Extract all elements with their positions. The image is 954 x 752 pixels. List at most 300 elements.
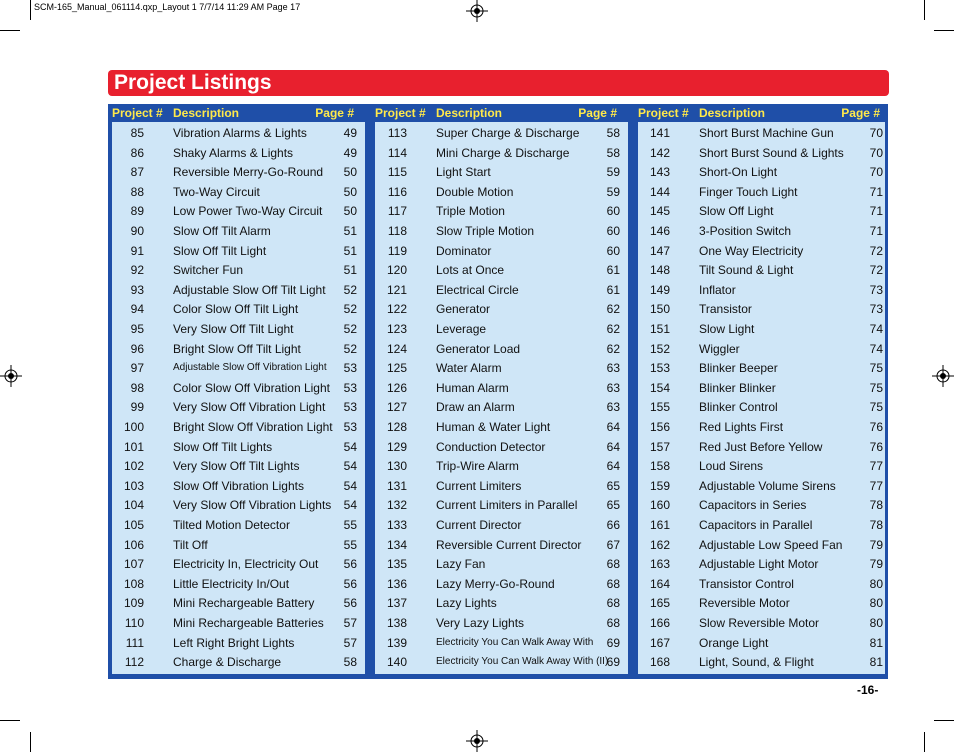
page-ref: 61	[606, 282, 620, 297]
project-description: Dominator	[436, 243, 492, 258]
table-row	[638, 575, 885, 595]
project-number: 163	[649, 557, 670, 572]
project-description: Slow Off Tilt Lights	[173, 439, 273, 454]
page-ref: 58	[606, 126, 620, 140]
page-ref: 56	[343, 576, 357, 591]
table-row	[112, 555, 365, 575]
page-ref: 52	[343, 322, 357, 336]
table-row	[638, 516, 885, 536]
page-ref: 50	[343, 165, 357, 180]
project-number: 113	[387, 126, 407, 140]
project-description: Capacitors in Parallel	[699, 518, 813, 532]
table-row	[638, 163, 885, 183]
project-description: Slow Triple Motion	[436, 224, 535, 238]
page-ref: 64	[606, 459, 620, 474]
project-number: 148	[649, 263, 670, 278]
page-ref: 74	[869, 322, 883, 336]
project-description: Light Start	[436, 165, 491, 180]
project-description: Wiggler	[699, 341, 740, 356]
project-description: Reversible Merry-Go-Round	[173, 165, 324, 180]
table-row	[112, 614, 365, 634]
crop-mark	[934, 30, 954, 31]
project-number: 149	[649, 282, 670, 297]
project-number: 88	[130, 184, 144, 199]
page-ref: 72	[869, 263, 883, 278]
page-number: -16-	[857, 683, 879, 697]
registration-mark-icon	[466, 0, 488, 22]
project-description: Switcher Fun	[173, 263, 244, 278]
project-number: 110	[124, 616, 144, 630]
project-number: 95	[130, 322, 144, 336]
project-description: Leverage	[436, 322, 487, 336]
table-row	[638, 438, 885, 458]
project-number: 160	[649, 498, 670, 513]
table-row	[375, 418, 628, 438]
project-number: 132	[386, 498, 407, 513]
project-number: 103	[123, 478, 144, 493]
table-row	[112, 575, 365, 595]
page-ref: 49	[343, 126, 357, 140]
table-row	[375, 438, 628, 458]
project-number: 91	[130, 243, 144, 258]
project-number: 116	[387, 184, 407, 199]
page-ref: 70	[869, 145, 883, 160]
table-row	[638, 555, 885, 575]
column-header	[108, 104, 368, 122]
project-number: 96	[130, 341, 144, 356]
header-description: Description	[436, 106, 503, 120]
project-description: Water Alarm	[436, 361, 502, 376]
project-number: 114	[387, 145, 407, 160]
table-row	[375, 202, 628, 222]
table-row	[112, 516, 365, 536]
page-ref: 62	[606, 322, 620, 336]
project-description: Draw an Alarm	[436, 400, 515, 415]
project-number: 106	[123, 537, 144, 552]
project-number: 130	[386, 459, 407, 474]
project-number: 168	[649, 655, 670, 670]
project-description: Transistor	[699, 302, 752, 317]
table-row	[638, 418, 885, 438]
page-ref: 65	[606, 498, 620, 513]
page-ref: 54	[343, 459, 357, 474]
project-description: One Way Electricity	[699, 243, 804, 258]
project-number: 150	[649, 302, 670, 317]
project-number: 155	[649, 400, 670, 415]
project-description: Blinker Control	[699, 400, 778, 415]
page-title: Project Listings	[114, 71, 272, 94]
page-ref: 51	[343, 263, 357, 278]
page-ref: 69	[606, 635, 620, 650]
page-ref: 75	[869, 361, 883, 376]
project-description: Loud Sirens	[699, 459, 764, 474]
project-description: Slow Off Light	[699, 204, 774, 219]
table-row	[638, 202, 885, 222]
table-row	[112, 653, 365, 673]
project-description: Electricity You Can Walk Away With	[436, 636, 594, 648]
table-row	[375, 555, 628, 575]
table-row	[112, 359, 365, 379]
page-ref: 70	[869, 126, 883, 140]
project-description: Very Slow Off Vibration Light	[173, 400, 326, 415]
header-page: Page #	[578, 106, 617, 120]
project-number: 120	[386, 263, 407, 278]
table-row	[112, 340, 365, 360]
column-header	[634, 104, 888, 122]
table-row	[638, 242, 885, 262]
project-description: Very Slow Off Tilt Lights	[173, 459, 300, 474]
project-number: 104	[123, 498, 144, 513]
page-ref: 56	[343, 596, 357, 611]
table-row	[112, 398, 365, 418]
project-number: 129	[386, 439, 407, 454]
table-row	[375, 634, 628, 654]
table-row	[375, 594, 628, 614]
project-number: 157	[649, 439, 670, 454]
table-row	[638, 614, 885, 634]
project-description: Inflator	[699, 282, 736, 297]
column-header	[371, 104, 631, 122]
project-description: Electricity In, Electricity Out	[173, 557, 319, 572]
table-column-2	[371, 104, 631, 679]
project-description: Adjustable Volume Sirens	[699, 478, 836, 493]
project-number: 98	[130, 380, 144, 395]
table-row	[638, 634, 885, 654]
project-number: 162	[649, 537, 670, 552]
page-ref: 77	[869, 478, 883, 493]
table-row	[112, 438, 365, 458]
page-ref: 53	[343, 420, 357, 434]
table-row	[375, 222, 628, 242]
project-description: Tilted Motion Detector	[173, 518, 290, 532]
table-row	[112, 242, 365, 262]
table-row	[375, 536, 628, 556]
project-description: Vibration Alarms & Lights	[173, 126, 307, 140]
crop-mark	[924, 732, 925, 752]
page-ref: 71	[869, 224, 883, 238]
table-row	[375, 614, 628, 634]
project-number: 145	[649, 204, 670, 219]
table-row	[638, 457, 885, 477]
page-ref: 57	[343, 635, 357, 650]
project-description: Slow Off Vibration Lights	[173, 478, 304, 493]
page-ref: 58	[606, 145, 620, 160]
page-ref: 60	[606, 204, 620, 219]
page-ref: 75	[869, 380, 883, 395]
table-row	[112, 144, 365, 164]
crop-mark	[0, 30, 20, 31]
page-ref: 63	[606, 380, 620, 395]
project-description: Generator	[436, 302, 491, 317]
table-row	[638, 496, 885, 516]
page-ref: 78	[869, 498, 883, 513]
project-description: Blinker Blinker	[699, 380, 776, 395]
project-description: Current Limiters	[436, 478, 522, 493]
table-row	[112, 261, 365, 281]
project-description: Red Just Before Yellow	[699, 439, 823, 454]
project-number: 101	[123, 439, 144, 454]
project-description: Super Charge & Discharge	[436, 126, 580, 140]
project-number: 119	[387, 243, 407, 258]
page-ref: 79	[869, 537, 883, 552]
project-description: Adjustable Slow Off Vibration Light	[173, 362, 327, 374]
project-number: 164	[649, 576, 670, 591]
page-ref: 66	[606, 518, 620, 532]
header-page: Page #	[315, 106, 354, 120]
table-row	[638, 183, 885, 203]
page-ref: 52	[343, 302, 357, 317]
table-row	[375, 340, 628, 360]
header-project: Project #	[375, 106, 426, 120]
project-number: 85	[130, 126, 144, 140]
project-description: Finger Touch Light	[699, 184, 798, 199]
project-number: 152	[649, 341, 670, 356]
table-row	[375, 320, 628, 340]
crop-mark	[0, 720, 20, 721]
page-ref: 73	[869, 282, 883, 297]
page-ref: 59	[606, 184, 620, 199]
project-number: 156	[649, 420, 670, 434]
project-description: Human Alarm	[436, 380, 509, 395]
table-row	[638, 379, 885, 399]
project-description: Human & Water Light	[436, 420, 551, 434]
page-ref: 63	[606, 361, 620, 376]
page-ref: 68	[606, 557, 620, 572]
page-ref: 57	[343, 616, 357, 630]
project-number: 144	[649, 184, 670, 199]
table-row	[638, 653, 885, 673]
project-number: 136	[386, 576, 407, 591]
table-row	[638, 536, 885, 556]
project-number: 140	[386, 655, 407, 670]
project-number: 115	[387, 165, 407, 180]
project-number: 166	[649, 616, 670, 630]
page-ref: 80	[869, 576, 883, 591]
project-description: Bright Slow Off Tilt Light	[173, 341, 301, 356]
page-ref: 70	[869, 165, 883, 180]
project-description: Short Burst Sound & Lights	[699, 145, 844, 160]
project-number: 124	[386, 341, 407, 356]
project-number: 107	[123, 557, 144, 572]
page-ref: 68	[606, 596, 620, 611]
page-ref: 68	[606, 616, 620, 630]
page-ref: 76	[869, 439, 883, 454]
table-row	[638, 281, 885, 301]
page-ref: 51	[343, 243, 357, 258]
page-ref: 59	[606, 165, 620, 180]
page-ref: 79	[869, 557, 883, 572]
project-number: 142	[649, 145, 670, 160]
page-ref: 54	[343, 439, 357, 454]
page-ref: 74	[869, 341, 883, 356]
table-row	[375, 457, 628, 477]
table-row	[112, 320, 365, 340]
table-row	[112, 457, 365, 477]
crop-mark	[934, 720, 954, 721]
project-description: Current Director	[436, 518, 522, 532]
page-ref: 76	[869, 420, 883, 434]
project-number: 126	[386, 380, 407, 395]
project-description: Adjustable Light Motor	[699, 557, 819, 572]
table-row	[638, 124, 885, 144]
project-number: 111	[125, 635, 144, 650]
table-row	[375, 261, 628, 281]
project-number: 108	[123, 576, 144, 591]
table-row	[375, 242, 628, 262]
table-row	[112, 124, 365, 144]
project-table	[108, 104, 888, 679]
table-row	[112, 281, 365, 301]
project-description: Tilt Off	[173, 537, 208, 552]
project-number: 159	[649, 478, 670, 493]
project-description: Reversible Motor	[699, 596, 790, 611]
table-row	[375, 163, 628, 183]
page-ref: 53	[343, 380, 357, 395]
project-description: Bright Slow Off Vibration Light	[173, 420, 333, 434]
project-description: Tilt Sound & Light	[699, 263, 794, 278]
column-body	[638, 122, 885, 674]
table-row	[375, 359, 628, 379]
project-number: 118	[387, 224, 407, 238]
page-ref: 53	[343, 361, 357, 376]
crop-mark	[30, 732, 31, 752]
project-number: 86	[130, 145, 144, 160]
page-ref: 50	[343, 184, 357, 199]
project-description: Mini Rechargeable Battery	[173, 596, 315, 611]
page-ref: 53	[343, 400, 357, 415]
page-ref: 75	[869, 400, 883, 415]
print-slug: SCM-165_Manual_061114.qxp_Layout 1 7/7/14 11:29 AM Page 17	[34, 2, 301, 12]
table-row	[112, 477, 365, 497]
project-number: 89	[130, 204, 144, 219]
project-description: Reversible Current Director	[436, 537, 582, 552]
project-number: 117	[387, 204, 407, 219]
table-column-3	[634, 104, 888, 679]
project-description: Mini Rechargeable Batteries	[173, 616, 324, 630]
project-number: 135	[386, 557, 407, 572]
project-description: Capacitors in Series	[699, 498, 807, 513]
table-row	[375, 477, 628, 497]
project-number: 109	[123, 596, 144, 611]
project-number: 134	[386, 537, 407, 552]
project-number: 154	[649, 380, 670, 395]
project-description: Lazy Fan	[436, 557, 486, 572]
table-row	[112, 634, 365, 654]
project-description: Light, Sound, & Flight	[699, 655, 814, 670]
table-row	[112, 300, 365, 320]
project-number: 147	[649, 243, 670, 258]
crop-mark	[30, 0, 31, 20]
page-ref: 52	[343, 282, 357, 297]
project-description: Very Lazy Lights	[436, 616, 525, 630]
table-row	[638, 594, 885, 614]
project-description: Very Slow Off Tilt Light	[173, 322, 294, 336]
project-number: 93	[130, 282, 144, 297]
page-ref: 78	[869, 518, 883, 532]
table-column-1	[108, 104, 368, 679]
header-page: Page #	[841, 106, 880, 120]
page-ref: 64	[606, 439, 620, 454]
page-ref: 67	[606, 537, 620, 552]
table-row	[375, 653, 628, 673]
table-row	[112, 379, 365, 399]
project-description: Adjustable Low Speed Fan	[699, 537, 843, 552]
page-ref: 68	[606, 576, 620, 591]
project-description: Red Lights First	[699, 420, 784, 434]
header-description: Description	[699, 106, 766, 120]
project-number: 128	[386, 420, 407, 434]
page-ref: 61	[606, 263, 620, 278]
page-ref: 77	[869, 459, 883, 474]
page-ref: 69	[606, 655, 620, 670]
page-ref: 56	[343, 557, 357, 572]
page-ref: 50	[343, 204, 357, 219]
project-number: 146	[649, 224, 670, 238]
page-ref: 54	[343, 498, 357, 513]
page-ref: 62	[606, 341, 620, 356]
project-description: Slow Light	[699, 322, 755, 336]
project-number: 133	[386, 518, 407, 532]
project-description: Orange Light	[699, 635, 769, 650]
project-number: 141	[649, 126, 670, 140]
project-description: Color Slow Off Tilt Light	[173, 302, 299, 317]
page-ref: 81	[869, 635, 883, 650]
header-project: Project #	[112, 106, 163, 120]
project-description: Trip-Wire Alarm	[436, 459, 519, 474]
table-row	[112, 496, 365, 516]
crop-mark	[924, 0, 925, 20]
page-ref: 63	[606, 400, 620, 415]
table-row	[375, 300, 628, 320]
table-row	[638, 320, 885, 340]
project-description: Electricity You Can Walk Away With (II)	[436, 656, 609, 668]
table-row	[375, 379, 628, 399]
project-number: 125	[386, 361, 407, 376]
column-body	[375, 122, 628, 674]
table-row	[375, 183, 628, 203]
project-number: 123	[386, 322, 407, 336]
table-row	[638, 222, 885, 242]
project-description: Lazy Merry-Go-Round	[436, 576, 555, 591]
project-description: 3-Position Switch	[699, 224, 792, 238]
page-ref: 72	[869, 243, 883, 258]
page-ref: 80	[869, 616, 883, 630]
page-ref: 65	[606, 478, 620, 493]
project-description: Slow Reversible Motor	[699, 616, 820, 630]
table-row	[112, 536, 365, 556]
project-number: 138	[386, 616, 407, 630]
page-ref: 81	[869, 655, 883, 670]
project-description: Very Slow Off Vibration Lights	[173, 498, 332, 513]
header-description: Description	[173, 106, 240, 120]
project-description: Adjustable Slow Off Tilt Light	[173, 282, 326, 297]
project-description: Lots at Once	[436, 263, 505, 278]
project-number: 161	[649, 518, 670, 532]
table-row	[112, 418, 365, 438]
project-description: Transistor Control	[699, 576, 794, 591]
project-number: 143	[649, 165, 670, 180]
project-description: Mini Charge & Discharge	[436, 145, 570, 160]
table-row	[638, 477, 885, 497]
project-description: Triple Motion	[436, 204, 505, 219]
table-row	[638, 144, 885, 164]
project-number: 100	[123, 420, 144, 434]
project-description: Slow Off Tilt Alarm	[173, 224, 271, 238]
table-row	[375, 496, 628, 516]
table-row	[375, 144, 628, 164]
table-row	[638, 340, 885, 360]
project-description: Two-Way Circuit	[173, 184, 260, 199]
